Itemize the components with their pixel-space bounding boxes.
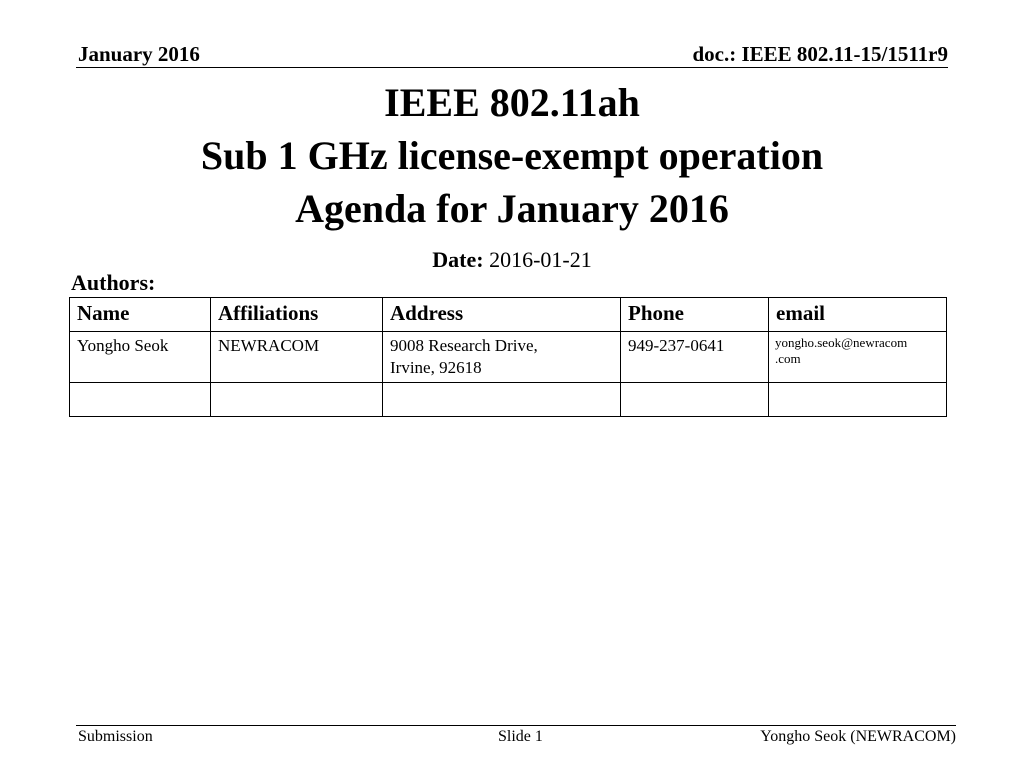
column-header-affiliations: Affiliations [211,298,383,332]
title-line-1: IEEE 802.11ah [384,80,640,125]
header-divider [76,67,948,68]
authors-label: Authors: [71,270,156,295]
date-value: 2016-01-21 [489,247,592,272]
email-line-1: yongho.seok@newracom [775,335,908,350]
table-row [70,332,947,383]
empty-cell [211,383,383,417]
author-name: Yongho Seok [70,332,211,383]
footer-divider [76,725,956,726]
email-line-2: .com [775,351,801,366]
footer-author: Yongho Seok (NEWRACOM) [760,728,956,745]
table-row-empty [70,383,947,417]
empty-cell [621,383,769,417]
table-header-row [70,298,947,332]
column-header-email: email [769,298,947,332]
column-header-address: Address [383,298,621,332]
author-email [769,332,947,383]
authors-table [69,297,947,417]
title-line-3: Agenda for January 2016 [295,186,729,231]
date-label: Date: [432,247,484,272]
address-line-1: 9008 Research Drive, [390,336,538,355]
slide-title [0,76,1024,235]
column-header-name: Name [70,298,211,332]
empty-cell [383,383,621,417]
address-line-2: Irvine, 92618 [390,358,482,377]
footer-submission: Submission [78,728,153,745]
empty-cell [70,383,211,417]
author-phone: 949-237-0641 [621,332,769,383]
header-date: January 2016 [78,42,200,66]
title-line-2: Sub 1 GHz license-exempt operation [200,133,824,178]
empty-cell [769,383,947,417]
author-address [383,332,621,383]
header-doc-id: doc.: IEEE 802.11-15/1511r9 [692,42,948,66]
footer-slide-number: Slide 1 [498,728,543,745]
author-affiliation: NEWRACOM [211,332,383,383]
column-header-phone: Phone [621,298,769,332]
